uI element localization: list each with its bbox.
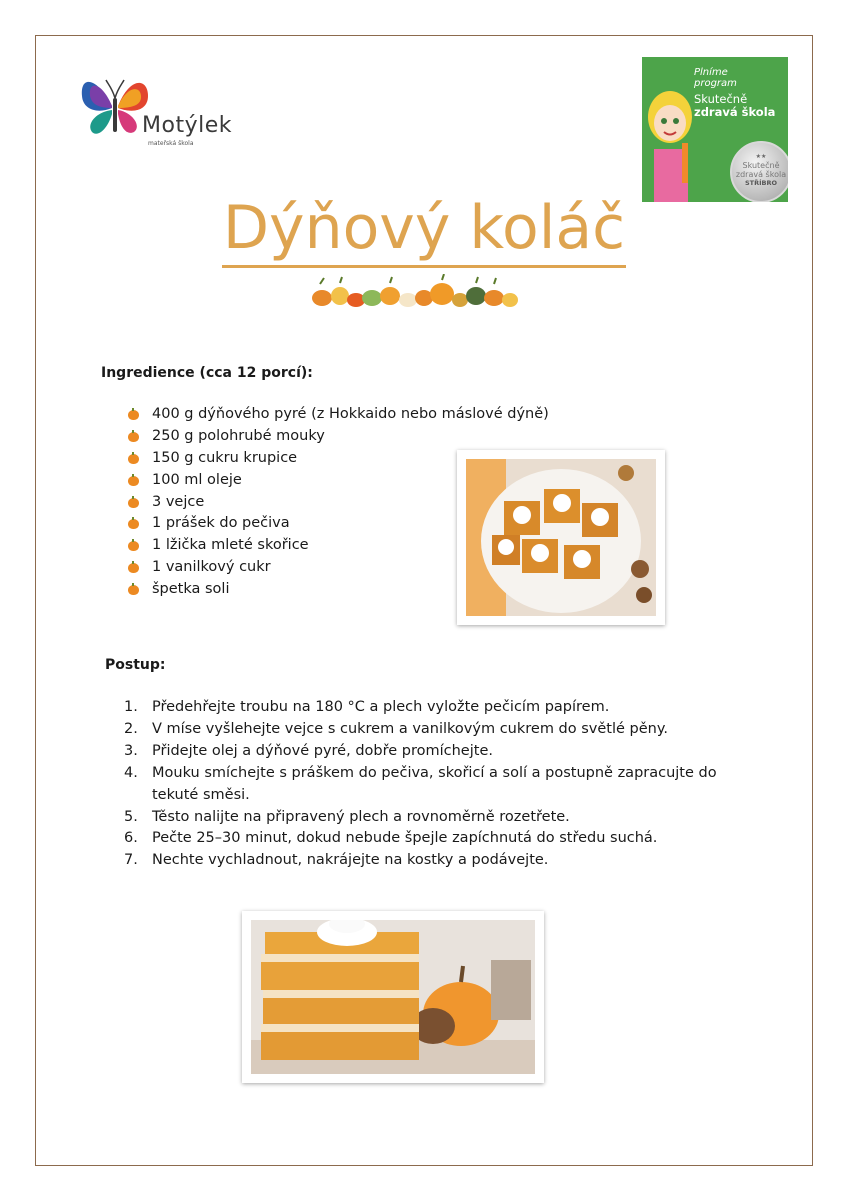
ingredient-item: 1 prášek do pečiva: [128, 513, 549, 535]
badge-line4: zdravá škola: [694, 105, 776, 119]
badge-line2: program: [694, 78, 737, 89]
ingredient-item: 250 g polohrubé mouky: [128, 426, 549, 448]
medal-line2: zdravá škola: [735, 170, 787, 179]
pumpkin-icon: [128, 585, 139, 595]
ingredient-item: 1 lžička mleté skořice: [128, 535, 549, 557]
procedure-steps: [124, 697, 724, 872]
pumpkin-icon: [128, 498, 139, 508]
pumpkin-icon: [128, 476, 139, 486]
procedure-step: 3. Přidejte olej a dýňové pyré, dobře promíchejte.: [124, 742, 493, 759]
pumpkin-icon: [128, 563, 139, 573]
procedure-step: 1. Předehřejte troubu na 180 °C a plech vyložte pečicím papírem.: [124, 699, 610, 715]
pumpkin-icon: [128, 432, 139, 442]
ingredients-heading: Ingredience (cca 12 porcí):: [101, 365, 313, 381]
medal-stars-icon: ★★: [755, 153, 767, 160]
pumpkin-icon: [128, 541, 139, 551]
procedure-step: 2. V míse vyšlehejte vejce s cukrem a vanilkovým cukrem do světlé pěny.: [124, 720, 668, 737]
ingredient-item: 400 g dýňového pyré (z Hokkaido nebo máslové dýně): [128, 404, 549, 426]
page-title: Dýňový koláč: [222, 193, 626, 263]
pumpkin-icon: [128, 454, 139, 464]
ingredient-item: 150 g cukru krupice: [128, 448, 549, 470]
stacked-cake-image: [251, 920, 535, 1074]
ingredient-item: 100 ml oleje: [128, 470, 549, 492]
ingredient-item: 1 vanilkový cukr: [128, 557, 549, 579]
procedure-step: 5. Těsto nalijte na připravený plech a rovnoměrně rozetřete.: [124, 808, 570, 825]
logo-subtitle: mateřská škola: [148, 140, 194, 147]
procedure-step: 4. Mouku smíchejte s práškem do pečiva, skořicí a solí a postupně zapracujte do tekuté směsi.: [124, 764, 717, 803]
healthy-school-badge: [642, 57, 788, 202]
badge-line3: Skutečně: [694, 92, 748, 106]
cake-squares-image: [466, 459, 656, 616]
girl-illustration-icon: [642, 57, 702, 202]
cake-squares-photo: [457, 450, 665, 625]
medal-line1: Skutečně: [742, 161, 780, 170]
badge-line1: Plníme: [694, 67, 728, 78]
pumpkin-icon: [128, 410, 139, 420]
ingredient-item: 3 vejce: [128, 492, 549, 514]
procedure-step: 7. Nechte vychladnout, nakrájejte na kostky a podávejte.: [124, 852, 549, 869]
logo-name: Motýlek: [142, 113, 232, 138]
stacked-cake-photo: [242, 911, 544, 1083]
pumpkin-icon: [128, 519, 139, 529]
title-underline: [222, 265, 626, 268]
procedure-step: 6. Pečte 25–30 minut, dokud nebude špejle zapíchnutá do středu suchá.: [124, 830, 658, 847]
ingredient-item: špetka soli: [128, 579, 549, 601]
procedure-heading: Postup:: [105, 657, 166, 673]
pumpkin-garland-icon: [310, 274, 520, 310]
medal-line3: STŘÍBRO: [744, 179, 778, 187]
